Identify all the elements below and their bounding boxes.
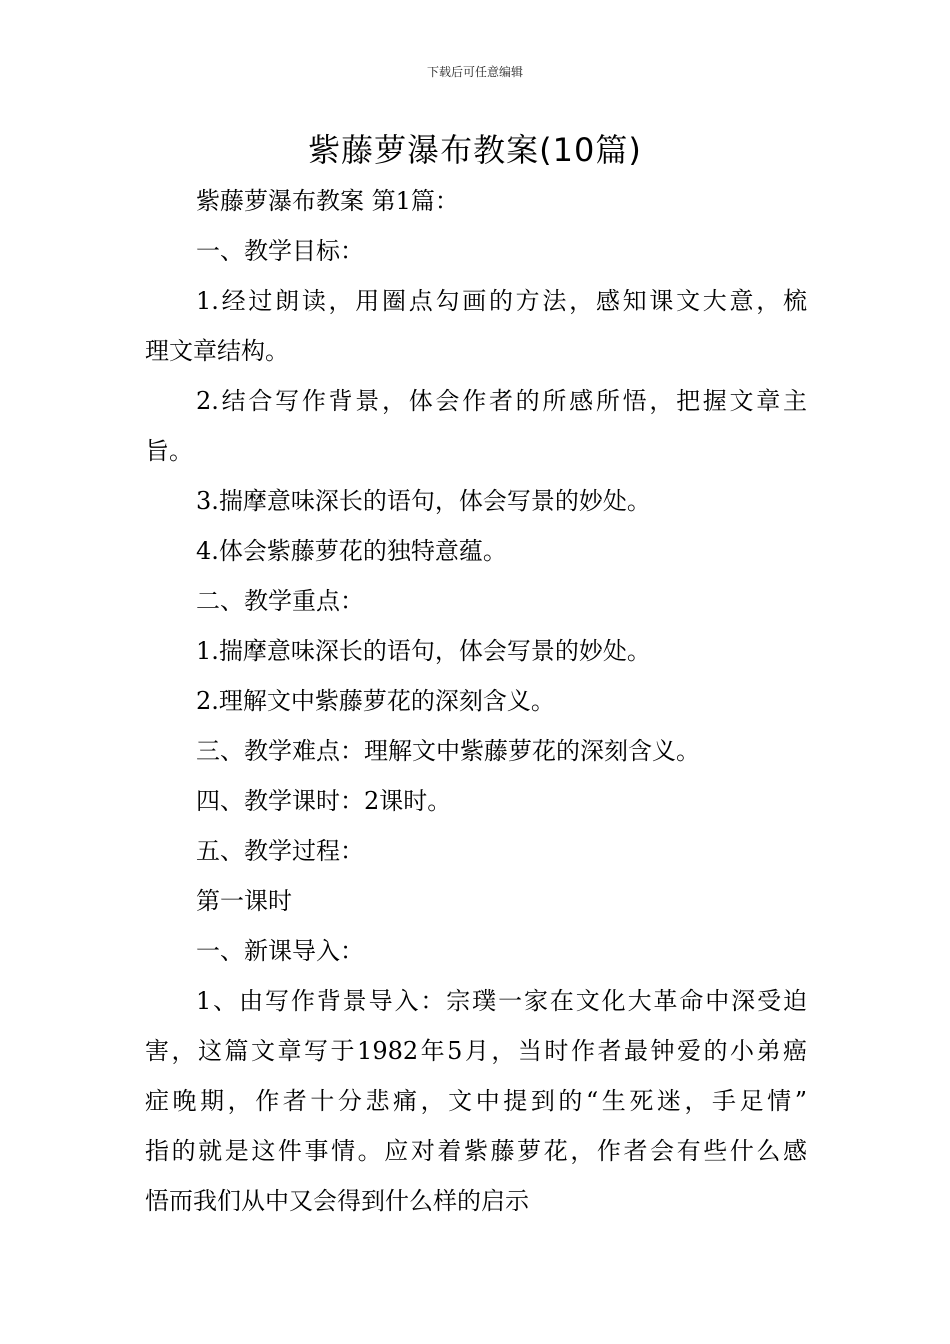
key-point-2: 2.理解文中紫藤萝花的深刻含义。 (196, 687, 555, 715)
goal-1-line-2: 理文章结构。 (145, 337, 289, 365)
goal-3: 3.揣摩意味深长的语句，体会写景的妙处。 (196, 487, 651, 515)
heading-teaching-goals: 一、教学目标： (196, 237, 364, 265)
header-note: 下载后可任意编辑 (426, 65, 523, 79)
goal-2-line-1: 2.结合写作背景，体会作者的所感所悟，把握文章主 (196, 387, 807, 415)
intro-paragraph-line-3: 症晚期，作者十分悲痛，文中提到的“生死迷，手足情” (145, 1087, 807, 1115)
intro-paragraph-line-5: 悟而我们从中又会得到什么样的启示 (145, 1187, 529, 1215)
heading-class-hours: 四、教学课时：2课时。 (196, 787, 452, 815)
document-title: 紫藤萝瀑布教案(10篇) (308, 131, 642, 169)
goal-1-line-1: 1.经过朗读，用圈点勾画的方法，感知课文大意，梳 (196, 287, 807, 315)
document-body (145, 176, 807, 1226)
intro-paragraph-line-1: 1、由写作背景导入：宗璞一家在文化大革命中深受迫 (196, 987, 807, 1015)
heading-intro: 一、新课导入： (196, 937, 364, 965)
heading-teaching-process: 五、教学过程： (196, 837, 364, 865)
key-point-1: 1.揣摩意味深长的语句，体会写景的妙处。 (196, 637, 651, 665)
intro-paragraph-line-2: 害，这篇文章写于1982年5月，当时作者最钟爱的小弟癌 (145, 1037, 807, 1065)
section-heading-part1: 紫藤萝瀑布教案 第1篇： (196, 187, 459, 215)
intro-paragraph-line-4: 指的就是这件事情。应对着紫藤萝花，作者会有些什么感 (145, 1137, 807, 1165)
first-lesson-label: 第一课时 (196, 887, 292, 915)
heading-difficulty: 三、教学难点：理解文中紫藤萝花的深刻含义。 (196, 737, 700, 765)
heading-key-points: 二、教学重点： (196, 587, 364, 615)
goal-2-line-2: 旨。 (145, 437, 193, 465)
goal-4: 4.体会紫藤萝花的独特意蕴。 (196, 537, 507, 565)
